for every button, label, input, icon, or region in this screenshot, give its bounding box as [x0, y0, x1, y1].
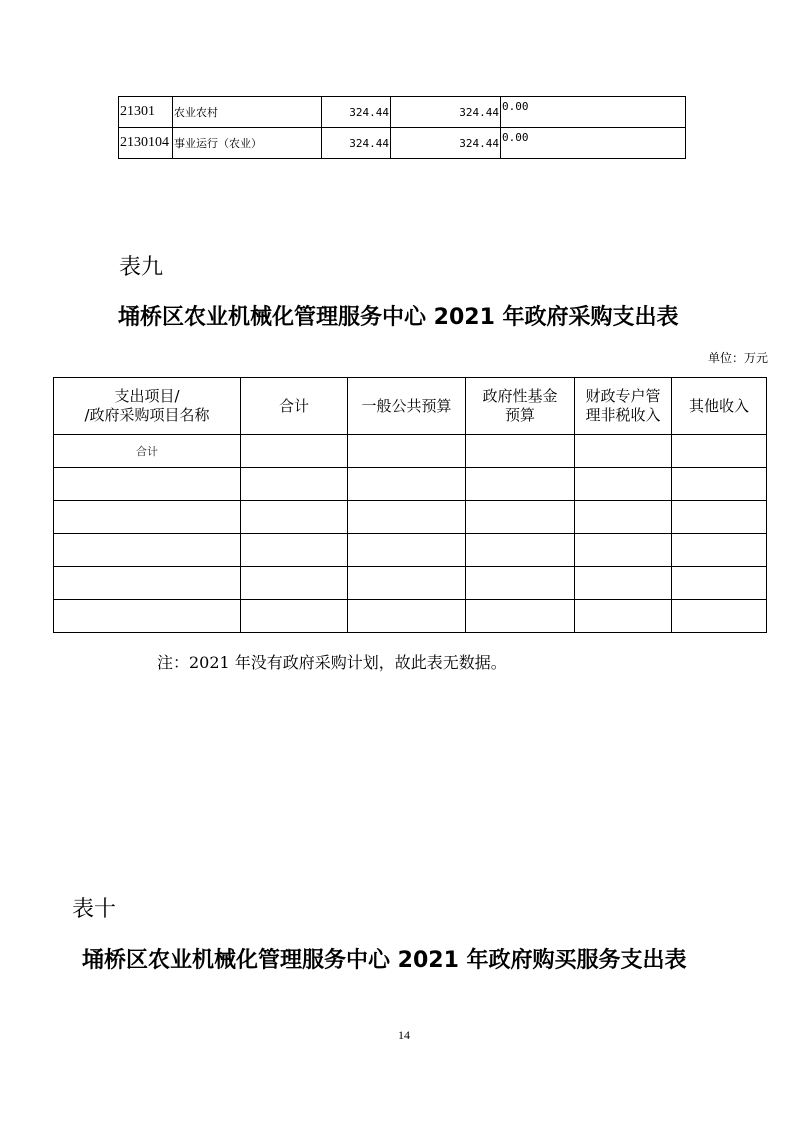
table-cell: [241, 501, 348, 534]
table-cell: 合计: [54, 435, 241, 468]
table-cell: [466, 435, 575, 468]
table-row: [54, 501, 767, 534]
table-cell: [672, 534, 767, 567]
table9-label: 表九: [119, 255, 164, 280]
table-cell: [466, 468, 575, 501]
table-row: [54, 468, 767, 501]
table-row: [54, 534, 767, 567]
table-cell: [348, 435, 466, 468]
table-cell: [54, 501, 241, 534]
header-other-income: 其他收入: [672, 378, 767, 435]
total-value: 324.44: [322, 97, 391, 128]
subject-code: 21301: [119, 97, 173, 128]
table-row: [54, 600, 767, 633]
table-cell: [241, 534, 348, 567]
unit-label: 单位：万元: [708, 351, 769, 365]
project-value: 0.00: [501, 97, 686, 128]
table-cell: [466, 501, 575, 534]
table-cell: [466, 567, 575, 600]
table-row: [119, 97, 686, 128]
table-cell: [672, 468, 767, 501]
table-cell: [54, 567, 241, 600]
table-cell: [54, 600, 241, 633]
table-cell: [348, 567, 466, 600]
table-cell: [241, 435, 348, 468]
continuation-table: [118, 96, 686, 159]
table-cell: [348, 600, 466, 633]
table-cell: [575, 534, 672, 567]
table-cell: [672, 435, 767, 468]
page-number: 14: [398, 1028, 410, 1042]
table9-note: 注：2021 年没有政府采购计划，故此表无数据。: [157, 653, 507, 672]
table10-label: 表十: [72, 897, 117, 922]
table-cell: [348, 501, 466, 534]
table10-title: 埇桥区农业机械化管理服务中心 2021 年政府购买服务支出表: [82, 948, 687, 973]
table-row: [119, 128, 686, 159]
header-gov-fund: 政府性基金 预算: [466, 378, 575, 435]
table-row: [54, 435, 767, 468]
table9-title: 埇桥区农业机械化管理服务中心 2021 年政府采购支出表: [118, 305, 679, 330]
header-special-account: 财政专户管 理非税收入: [575, 378, 672, 435]
header-row: [54, 378, 767, 435]
subject-code: 2130104: [119, 128, 173, 159]
subject-name: 事业运行（农业）: [173, 128, 322, 159]
table-cell: [672, 567, 767, 600]
table-cell: [466, 534, 575, 567]
table-cell: [575, 600, 672, 633]
header-general-budget: 一般公共预算: [348, 378, 466, 435]
table-cell: [54, 468, 241, 501]
table-cell: [575, 501, 672, 534]
table-cell: [348, 534, 466, 567]
table-cell: [575, 468, 672, 501]
table-cell: [241, 468, 348, 501]
table-cell: [54, 534, 241, 567]
table-cell: [575, 567, 672, 600]
table-cell: [575, 435, 672, 468]
table-cell: [241, 600, 348, 633]
table-cell: [348, 468, 466, 501]
procurement-table: [53, 377, 767, 633]
table-row: [54, 567, 767, 600]
table-cell: [672, 501, 767, 534]
basic-value: 324.44: [391, 97, 501, 128]
table-cell: [466, 600, 575, 633]
basic-value: 324.44: [391, 128, 501, 159]
table-cell: [241, 567, 348, 600]
subject-name: 农业农村: [173, 97, 322, 128]
table-cell: [672, 600, 767, 633]
total-value: 324.44: [322, 128, 391, 159]
header-total: 合计: [241, 378, 348, 435]
project-value: 0.00: [501, 128, 686, 159]
header-item-name: 支出项目/ /政府采购项目名称: [54, 378, 241, 435]
